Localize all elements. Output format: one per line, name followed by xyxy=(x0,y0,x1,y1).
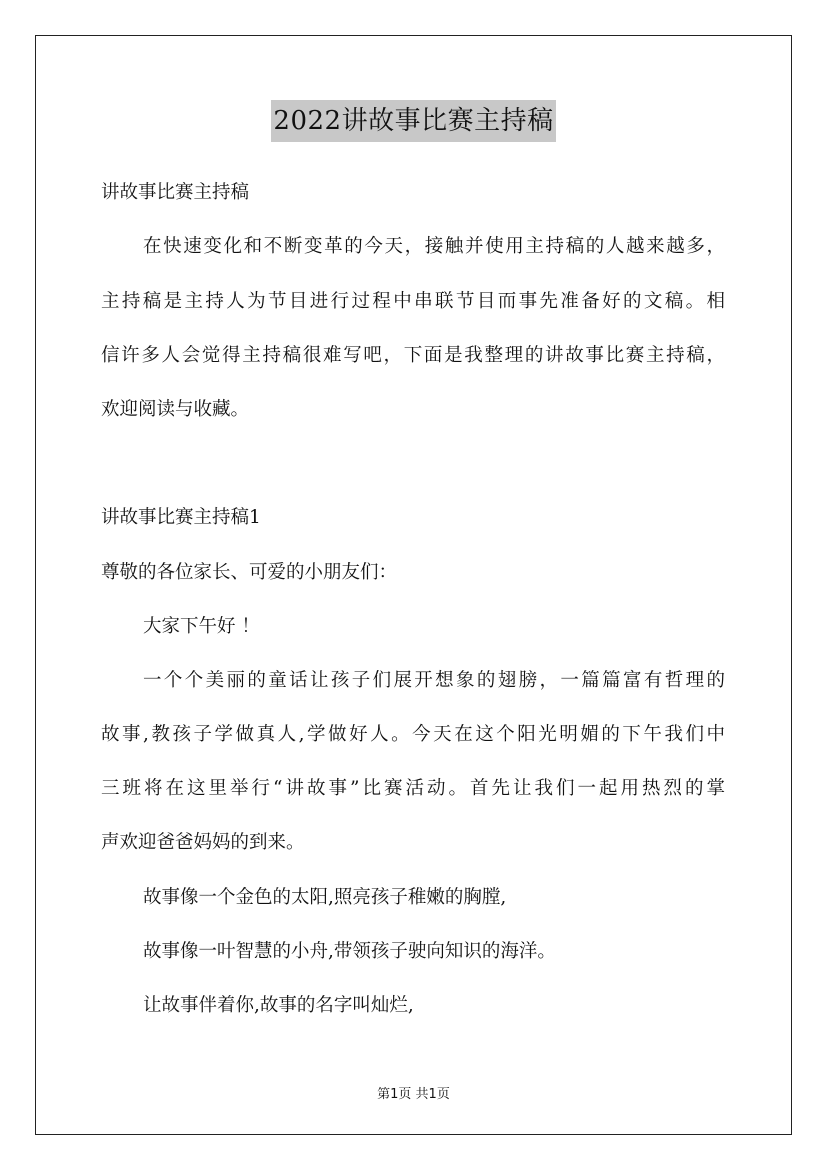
paragraph-line: 一个个美丽的童话让孩子们展开想象的翅膀，一篇篇富有哲理的 xyxy=(143,670,725,691)
document-title: 2022讲故事比赛主持稿 xyxy=(271,100,555,142)
paragraph-line: 在快速变化和不断变革的今天，接触并使用主持稿的人越来越多， xyxy=(143,236,725,257)
paragraph-line: 欢迎阅读与收藏。 xyxy=(101,399,250,420)
paragraph-line: 声欢迎爸爸妈妈的到来。 xyxy=(101,832,305,853)
verse-line: 故事像一叶智慧的小舟,带领孩子驶向知识的海洋。 xyxy=(143,941,556,962)
paragraph-line: 信许多人会觉得主持稿很难写吧，下面是我整理的讲故事比赛主持稿， xyxy=(101,345,725,366)
paragraph-line: 主持稿是主持人为节目进行过程中串联节目而事先准备好的文稿。相 xyxy=(101,291,725,312)
section-heading: 讲故事比赛主持稿 xyxy=(101,182,250,203)
title-container xyxy=(0,100,827,142)
verse-line: 故事像一个金色的太阳,照亮孩子稚嫩的胸膛, xyxy=(143,887,507,908)
page-footer: 第1页 共1页 xyxy=(377,1087,450,1102)
salutation-line: 尊敬的各位家长、可爱的小朋友们： xyxy=(101,562,398,583)
paragraph-line: 故事,教孩子学做真人,学做好人。今天在这个阳光明媚的下午我们中 xyxy=(101,724,725,745)
greeting-line: 大家下午好 ！ xyxy=(143,616,260,637)
section-heading: 讲故事比赛主持稿1 xyxy=(101,507,261,528)
verse-line: 让故事伴着你,故事的名字叫灿烂, xyxy=(143,995,414,1016)
paragraph-line: 三班将在这里举行“讲故事”比赛活动。首先让我们一起用热烈的掌 xyxy=(101,778,725,799)
